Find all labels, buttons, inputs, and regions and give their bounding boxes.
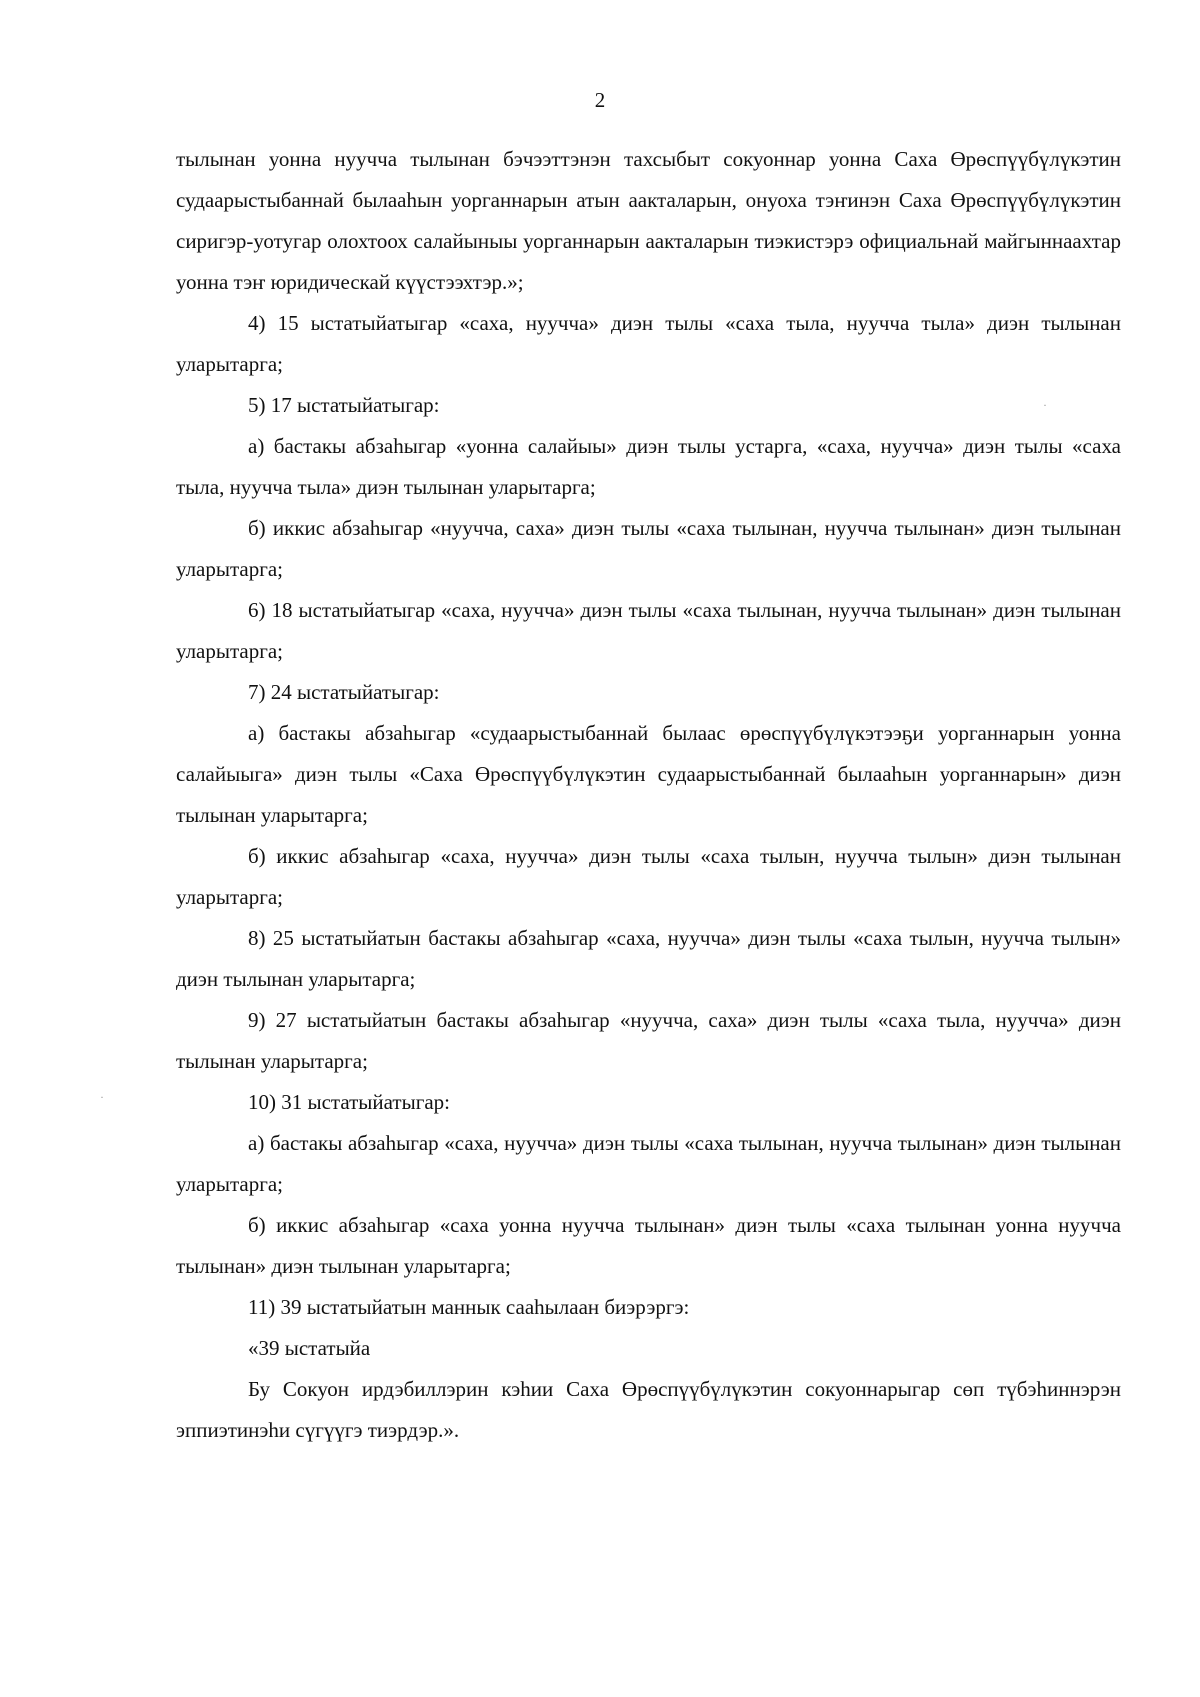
- paragraph-item-7b: б) иккис абзаһыгар «саха, нуучча» диэн тылы «саха тылын, нуучча тылын» диэн тылынан уларытарга;: [176, 844, 1121, 909]
- paragraph-item-8: 8) 25 ыстатыйатын бастакы абзаһыгар «саха, нуучча» диэн тылы «саха тылын, нуучча тылын» диэн тылынан уларытарга;: [176, 926, 1121, 991]
- paragraph-item-5b: б) иккис абзаһыгар «нуучча, саха» диэн тылы «саха тылынан, нуучча тылынан» диэн тылынан уларытарга;: [176, 516, 1121, 581]
- article-text: Бу Сокуон ирдэбиллэрин кэһии Саха Өрөспүүбүлүкэтин сокуоннарыгар сөп түбэһиннэрэн эппиэтинэһи сүгүүгэ тиэрдэр.».: [176, 1377, 1121, 1442]
- scan-speck: ·: [1043, 398, 1047, 412]
- paragraph-continuation: тылынан уонна нуучча тылынан бэчээттэнэн тахсыбыт сокуоннар уонна Саха Өрөспүүбүлүкэтин судаарыстыбаннай былааһын уорганнарын атын аакталарын, онуоха тэҥинэн Саха Өрөспүүбүлүкэтин сиригэр-уотугар олохтоох салайыныы уорганнарын аакталарын тиэкистэрэ официальнай майгыннаахтар уонна тэҥ юридическай күүстээхтэр.»;: [176, 147, 1121, 294]
- document-body: [176, 139, 1121, 1451]
- paragraph-item-11: 11) 39 ыстатыйатын маннык сааһылаан биэрэргэ:: [248, 1295, 690, 1319]
- paragraph-item-10: 10) 31 ыстатыйатыгар:: [248, 1090, 450, 1114]
- paragraph-item-7a: а) бастакы абзаһыгар «судаарыстыбаннай былаас өрөспүүбүлүкэтээҕи уорганнарын уонна салайыыга» диэн тылы «Саха Өрөспүүбүлүкэтин судаарыстыбаннай былааһын уорганнарын» диэн тылынан уларытарга;: [176, 721, 1121, 827]
- paragraph-item-10a: а) бастакы абзаһыгар «саха, нуучча» диэн тылы «саха тылынан, нуучча тылынан» диэн тылынан уларытарга;: [176, 1131, 1121, 1196]
- paragraph-item-5: 5) 17 ыстатыйатыгар:: [248, 393, 440, 417]
- page-number: 2: [594, 88, 606, 112]
- paragraph-item-9: 9) 27 ыстатыйатын бастакы абзаһыгар «нуучча, саха» диэн тылы «саха тыла, нуучча» диэн тылынан уларытарга;: [176, 1008, 1121, 1073]
- article-heading: «39 ыстатыйа: [248, 1336, 371, 1360]
- paragraph-item-4: 4) 15 ыстатыйатыгар «саха, нуучча» диэн тылы «саха тыла, нуучча тыла» диэн тылынан уларытарга;: [176, 311, 1121, 376]
- paragraph-item-5a: а) бастакы абзаһыгар «уонна салайыы» диэн тылы устарга, «саха, нуучча» диэн тылы «саха тыла, нуучча тыла» диэн тылынан уларытарга;: [176, 434, 1121, 499]
- scan-speck: ·: [100, 1090, 104, 1104]
- paragraph-item-7: 7) 24 ыстатыйатыгар:: [248, 680, 440, 704]
- paragraph-item-6: 6) 18 ыстатыйатыгар «саха, нуучча» диэн тылы «саха тылынан, нуучча тылынан» диэн тылынан уларытарга;: [176, 598, 1121, 663]
- paragraph-item-10b: б) иккис абзаһыгар «саха уонна нуучча тылынан» диэн тылы «саха тылынан уонна нуучча тылынан» диэн тылынан уларытарга;: [176, 1213, 1121, 1278]
